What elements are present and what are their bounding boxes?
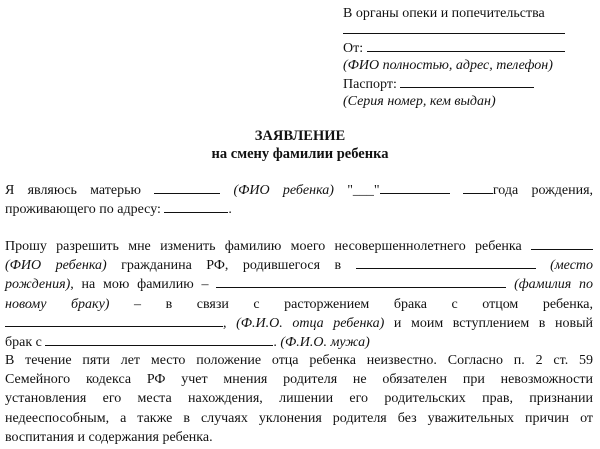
blank-line <box>216 276 506 288</box>
p1-text-a: Я являюсь матерью <box>5 183 141 198</box>
from-blank <box>367 40 565 52</box>
p1-text-address: проживающего по адресу: <box>5 202 161 218</box>
passport-blank <box>400 76 534 88</box>
blank-line <box>5 315 223 327</box>
blank-line <box>531 238 593 250</box>
blank-line <box>463 182 493 194</box>
blank-line <box>343 22 565 34</box>
p2-line-4 <box>5 295 593 314</box>
p2-text-divorce: – в связи с расторжением брака с отцом ребенка, <box>134 296 594 312</box>
p2-line-1 <box>5 237 593 256</box>
paragraph-3 <box>5 351 593 447</box>
p2-line-3 <box>5 275 593 294</box>
p2-hint-marriage: новому браку) <box>5 296 110 312</box>
p3-line-3: установления его места нахождения, лишении его родительских прав, признании <box>5 391 593 407</box>
p2-text-marriage-with: брак с <box>5 335 42 351</box>
p1-line-2: проживающего по адресу: . <box>5 202 232 218</box>
p2-hint-surname: (фамилия по <box>514 277 593 293</box>
passport-hint: (Серия номер, кем выдан) <box>343 94 496 109</box>
p2-text-1: Прошу разрешить мне изменить фамилию моего несовершеннолетнего ребенка <box>5 239 522 254</box>
p2-hint-child: (ФИО ребенка) <box>5 258 107 274</box>
recipient-blank <box>343 22 565 39</box>
recipient-line <box>343 6 545 22</box>
passport-label: Паспорт: <box>343 77 397 92</box>
p1-line-1 <box>5 181 593 200</box>
p1-date-quote: "___" <box>347 183 380 198</box>
p2-line-6: брак с . (Ф.И.О. мужа) <box>5 335 370 351</box>
p2-line-5: , (Ф.И.О. отца ребенка) и моим вступлением в новый <box>5 314 593 333</box>
from-line <box>343 40 565 57</box>
p2-text-surname: , на мою фамилию – <box>70 277 209 293</box>
p2-hint-birth: рождения) <box>5 277 71 293</box>
p2-line-2 <box>5 256 593 275</box>
p1-text-year: год​а рождения, <box>492 183 594 198</box>
paragraph-2 <box>5 237 593 352</box>
paragraph-1 <box>5 181 593 219</box>
recipient-text: В органы опеки и попечительства <box>343 6 545 21</box>
p3-line-5: воспитания и содержания ребенка. <box>5 429 213 445</box>
blank-line <box>45 334 273 346</box>
p2-text-new-marriage: и моим вступлением в новый <box>393 315 593 331</box>
p2-hint-husband: (Ф.И.О. мужа) <box>280 335 370 351</box>
p2-hint-father: (Ф.И.О. отца ребенка) <box>236 315 385 331</box>
p3-line-4: недееспособным, а также в случаях уклонения родителя без уважительных причин от <box>5 410 593 426</box>
blank-line <box>154 182 220 194</box>
p1-hint-child: (ФИО ребенка) <box>233 183 334 198</box>
passport-line <box>343 76 534 93</box>
blank-line <box>356 257 536 269</box>
p3-line-1: В течение пяти лет место положение отца ребенка неизвестно. Согласно п. 2 ст. 59 <box>5 353 593 368</box>
from-label: От: <box>343 41 364 56</box>
p2-text-born: гражданина РФ, родившегося в <box>121 258 342 274</box>
blank-line <box>164 201 228 213</box>
p2-hint-place: (место <box>550 258 594 274</box>
blank-line <box>380 182 450 194</box>
document-title: ЗАЯВЛЕНИЕ <box>254 128 346 144</box>
from-hint: (ФИО полностью, адрес, телефон) <box>343 58 553 73</box>
p3-line-2: Семейного кодекса РФ учет мнения родителя не обязателен при невозможности <box>5 372 593 388</box>
document-subtitle: на смену фамилии ребенка <box>211 146 389 162</box>
